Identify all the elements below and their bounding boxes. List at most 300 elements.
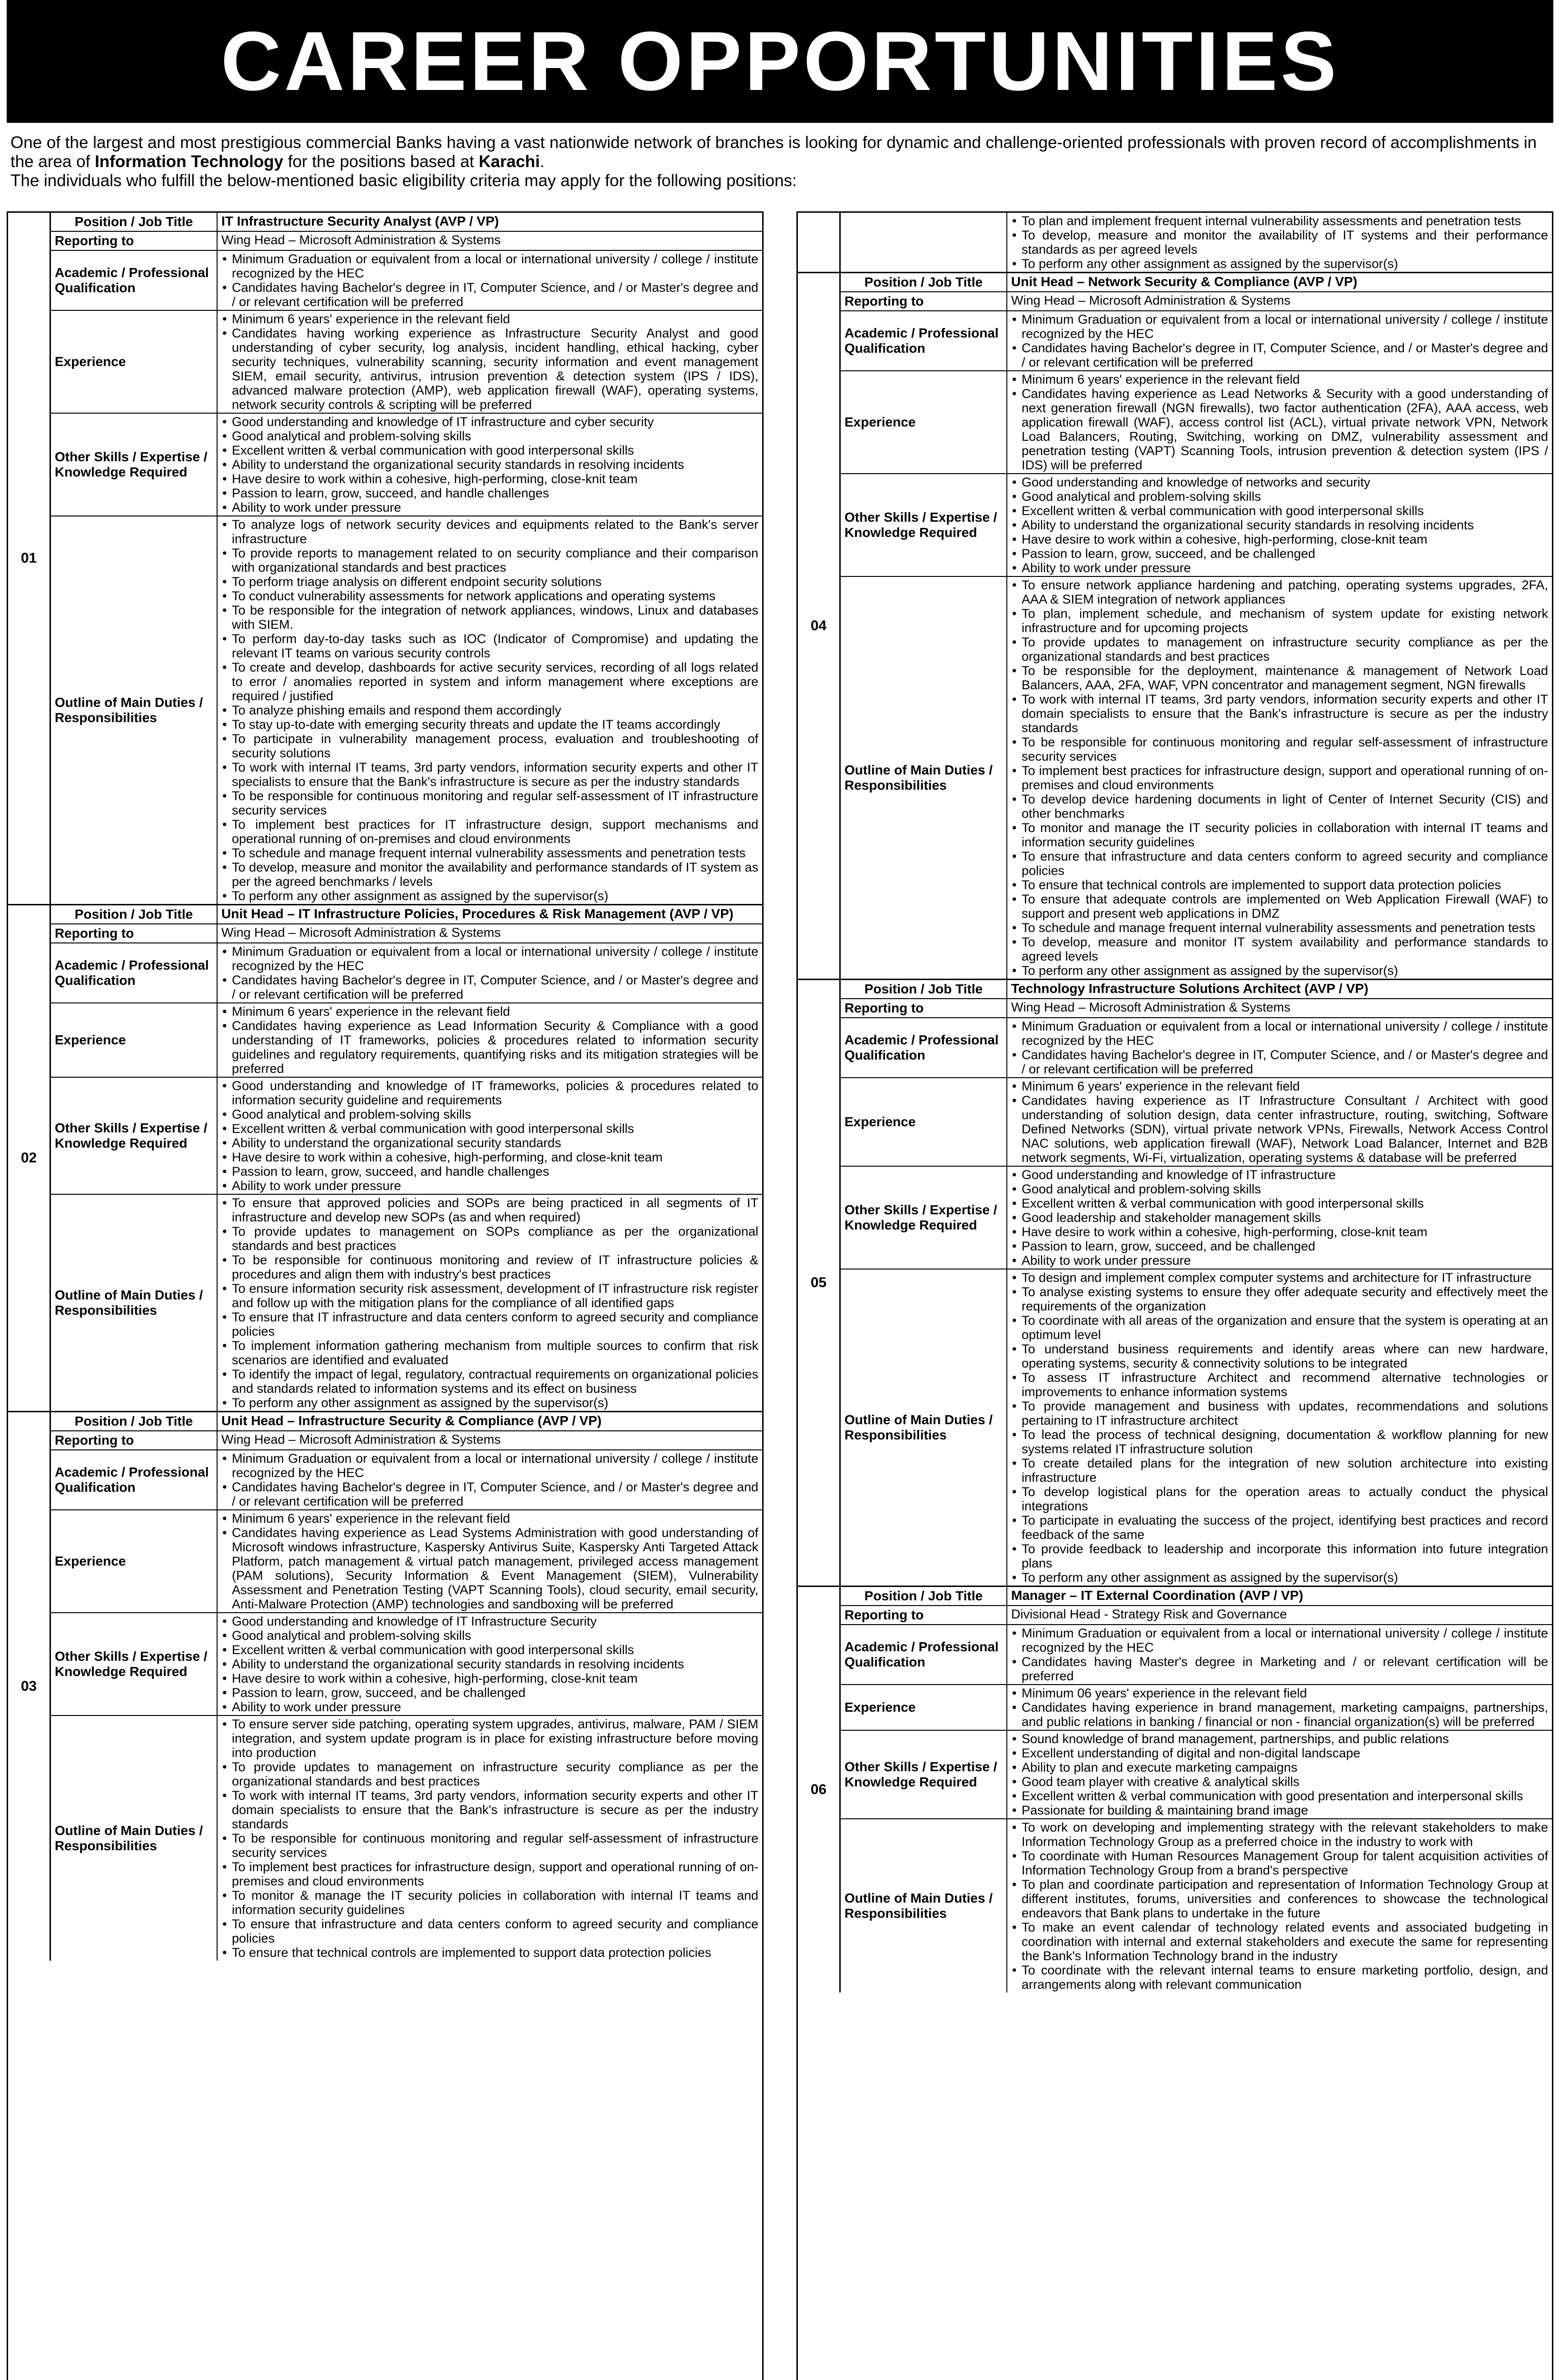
row-skills xyxy=(51,1078,762,1195)
list-item: • Good analytical and problem-solving skills xyxy=(232,429,758,443)
label-qualification: Academic / Professional Qualification xyxy=(841,311,1007,370)
row-qualification xyxy=(51,943,762,1003)
row-duties-continued xyxy=(841,213,1552,272)
list-item: • Good understanding and knowledge of networks and security xyxy=(1022,475,1548,489)
list-item: • Candidates having Bachelor's degree in IT, Computer Science, and / or Master's degree and / or relevant certification will be preferred xyxy=(1022,1048,1548,1076)
list-item: • To analyze phishing emails and respond them accordingly xyxy=(232,703,758,717)
list-item: • Ability to work under pressure xyxy=(1022,561,1548,575)
list-item: • Minimum Graduation or equivalent from a local or international university / college / institute recognized by the HEC xyxy=(1022,1626,1548,1655)
position-number: 01 xyxy=(8,213,51,904)
list-item: • Good analytical and problem-solving skills xyxy=(1022,489,1548,504)
position-rows xyxy=(51,1412,762,1961)
list-item: • To schedule and manage frequent internal vulnerability assessments and penetration tests xyxy=(232,846,758,860)
list-item: • Good understanding and knowledge of IT Infrastructure Security xyxy=(232,1614,758,1628)
list-item: • To provide updates to management on infrastructure security compliance as per the organizational standards and best practices xyxy=(232,1760,758,1788)
list-item: • Have desire to work within a cohesive, high-performing, and close-knit team xyxy=(232,1150,758,1164)
list-item: • To monitor & manage the IT security policies in collaboration with internal IT teams and information security guidelines xyxy=(232,1888,758,1917)
label-position: Position / Job Title xyxy=(51,213,218,231)
list-item: • To assess IT infrastructure Architect and recommend alternative technologies or improvements to enhance information systems xyxy=(1022,1370,1548,1399)
list-item: • To perform triage analysis on different endpoint security solutions xyxy=(232,575,758,589)
list-item: • To create and develop, dashboards for active security services, recording of all logs related to error / anomalies reported in system and inform management where exceptions are required / justified xyxy=(232,660,758,703)
list-item: • Ability to work under pressure xyxy=(232,1179,758,1193)
position-title: Manager – IT External Coordination (AVP / VP) xyxy=(1011,1588,1303,1603)
list-item: • Sound knowledge of brand management, partnerships, and public relations xyxy=(1022,1732,1548,1746)
list-item: • Candidates having Bachelor's degree in IT, Computer Science, and / or Master's degree and / or relevant certification will be preferred xyxy=(232,973,758,1002)
list-item: • Candidates having experience as IT Infrastructure Consultant / Architect with good understanding of solution design, data center infrastructure, routing, switching, Software Defined Networks (SDN), virtual private network VPNs, Firewalls, Network Access Control NAC solutions, web application firewall (WAF), Network Load Balancer, Internet and B2B network segments, Wi-Fi, virtualization, operating systems & database will be preferred xyxy=(1022,1093,1548,1165)
list-item: • To develop logistical plans for the operation areas to actually conduct the physical integrations xyxy=(1022,1485,1548,1513)
experience-list xyxy=(221,312,758,412)
list-item: • To create detailed plans for the integration of new solution architecture into existing infrastructure xyxy=(1022,1456,1548,1485)
list-item: • Have desire to work within a cohesive, high-performing, close-knit team xyxy=(1022,532,1548,546)
list-item: • To analyse existing systems to ensure they offer adequate security and effectively meet the requirements of the organization xyxy=(1022,1285,1548,1313)
experience-cell xyxy=(1007,1078,1552,1166)
list-item: • To coordinate with all areas of the organization and ensure that the system is operating at an optimum level xyxy=(1022,1313,1548,1342)
list-item: • To implement best practices for infrastructure design, support and operational running of on-premises and cloud environments xyxy=(232,1860,758,1888)
list-item: • To ensure information security risk assessment, development of IT infrastructure risk register and follow up with the mitigation plans for the compliance of all identified gaps xyxy=(232,1281,758,1310)
list-item: • Good analytical and problem-solving skills xyxy=(232,1628,758,1643)
list-item: • To plan and coordinate participation and representation of Information Technology Group at different institutes, forums, universities and conferences to showcase the technological endeavors that Bank plans to undertake in the future xyxy=(1022,1877,1548,1920)
label-qualification: Academic / Professional Qualification xyxy=(51,251,218,310)
label-skills: Other Skills / Expertise / Knowledge Required xyxy=(841,1731,1007,1818)
list-item: • Ability to understand the organizational security standards in resolving incidents xyxy=(1022,518,1548,532)
row-position-title xyxy=(51,905,762,924)
experience-list xyxy=(1011,372,1548,472)
row-duties xyxy=(51,516,762,904)
list-item: • To participate in vulnerability management process, evaluation and troubleshooting of security solutions xyxy=(232,732,758,760)
list-item: • To implement best practices for infrastructure design, support and operational running of on-premises and cloud environments xyxy=(1022,764,1548,792)
row-experience xyxy=(51,1510,762,1613)
reporting-to: Wing Head – Microsoft Administration & Systems xyxy=(221,1432,501,1447)
row-skills xyxy=(51,414,762,516)
label-position: Position / Job Title xyxy=(841,273,1007,291)
label-experience: Experience xyxy=(51,1003,218,1077)
positions-columns xyxy=(7,211,1553,2380)
experience-cell xyxy=(1007,1685,1552,1730)
duties-cell xyxy=(1007,213,1552,272)
row-qualification xyxy=(51,1450,762,1510)
skills-cell xyxy=(218,1613,762,1715)
banner-title: CAREER OPPORTUNITIES xyxy=(220,15,1340,108)
row-experience xyxy=(841,371,1552,474)
row-reporting-to xyxy=(51,232,762,251)
experience-list xyxy=(221,1511,758,1611)
duties-cell xyxy=(218,516,762,904)
list-item: • To provide feedback to leadership and incorporate this information into future integration plans xyxy=(1022,1542,1548,1570)
label-qualification: Academic / Professional Qualification xyxy=(841,1625,1007,1684)
label-skills: Other Skills / Expertise / Knowledge Required xyxy=(51,1078,218,1194)
duties-list xyxy=(221,517,758,903)
label-reporting: Reporting to xyxy=(51,924,218,942)
list-item: • Minimum Graduation or equivalent from a local or international university / college / institute recognized by the HEC xyxy=(232,252,758,280)
row-duties xyxy=(841,577,1552,979)
list-item: • To be responsible for continuous monitoring and review of IT infrastructure policies & procedures and align them with industry's best practices xyxy=(232,1253,758,1281)
label-skills: Other Skills / Expertise / Knowledge Required xyxy=(841,1167,1007,1269)
label-experience: Experience xyxy=(841,1685,1007,1730)
row-duties xyxy=(51,1716,762,1961)
row-reporting-to xyxy=(51,1431,762,1450)
list-item: • Excellent written & verbal communication with good interpersonal skills xyxy=(232,1121,758,1136)
list-item: • Candidates having experience as Lead Networks & Security with a good understanding of next generation firewall (NGN firewalls), two factor authentication (2FA), AAA access, web application firewall (WAF), access control list (ACL), virtual private network VPN, Network Load Balancers, Routing, Switching, working on DMZ, vulnerability assessment and penetration testing (VAPT) Scanning Tools, intrusion prevention & detection system (IPS / IDS) will be preferred xyxy=(1022,387,1548,472)
row-position-title xyxy=(51,213,762,232)
row-experience xyxy=(51,1003,762,1078)
list-item: • Passion to learn, grow, succeed, and handle challenges xyxy=(232,1164,758,1179)
row-reporting-to xyxy=(841,292,1552,311)
position-block xyxy=(798,980,1552,1587)
list-item: • To perform any other assignment as assigned by the supervisor(s) xyxy=(1022,963,1548,978)
position-rows xyxy=(51,213,762,904)
intro-text-part: for the positions based at xyxy=(283,152,479,171)
left-column xyxy=(7,211,764,2380)
list-item: • Excellent understanding of digital and non-digital landscape xyxy=(1022,1746,1548,1760)
label-experience: Experience xyxy=(841,371,1007,473)
qualification-list xyxy=(1011,1019,1548,1076)
reporting-to: Wing Head – Microsoft Administration & Systems xyxy=(221,233,501,247)
qualification-list xyxy=(221,944,758,1002)
list-item: • Candidates having experience in brand management, marketing campaigns, partnerships, and public relations in banking / financial or non - financial organization(s) will be preferred xyxy=(1022,1700,1548,1729)
experience-list xyxy=(1011,1686,1548,1729)
reporting-to: Divisional Head - Strategy Risk and Governance xyxy=(1011,1607,1287,1621)
list-item: • To ensure that infrastructure and data centers conform to agreed security and compliance policies xyxy=(1022,849,1548,878)
row-experience xyxy=(841,1685,1552,1731)
qualification-cell xyxy=(218,943,762,1002)
duties-cell xyxy=(1007,1269,1552,1586)
position-title: Unit Head – Network Security & Compliance (AVP / VP) xyxy=(1011,274,1358,289)
position-block xyxy=(798,273,1552,980)
position-rows xyxy=(51,905,762,1411)
label-position: Position / Job Title xyxy=(51,905,218,923)
row-qualification xyxy=(841,1018,1552,1078)
label-experience: Experience xyxy=(841,1078,1007,1166)
list-item: • To plan and implement frequent internal vulnerability assessments and penetration tests xyxy=(1022,214,1548,228)
list-item: • Passion to learn, grow, succeed, and be challenged xyxy=(232,1686,758,1700)
list-item: • To ensure that IT infrastructure and data centers conform to agreed security and compliance policies xyxy=(232,1310,758,1339)
list-item: • Minimum 6 years' experience in the relevant field xyxy=(1022,372,1548,387)
row-experience xyxy=(841,1078,1552,1167)
list-item: • Candidates having experience as Lead Information Security & Compliance with a good understanding of IT frameworks, policies & procedures related to information security guidelines and regulatory requirements, quantifying risks and its mitigation strategies will be preferred xyxy=(232,1019,758,1076)
list-item: • Minimum 6 years' experience in the relevant field xyxy=(232,1511,758,1526)
duties-list xyxy=(1011,214,1548,271)
row-skills xyxy=(51,1613,762,1716)
label-skills: Other Skills / Expertise / Knowledge Required xyxy=(841,474,1007,576)
qualification-list xyxy=(1011,312,1548,369)
label-duties: Outline of Main Duties / Responsibilities xyxy=(51,516,218,904)
label-position: Position / Job Title xyxy=(841,1587,1007,1605)
position-number: 02 xyxy=(8,905,51,1411)
duties-list xyxy=(221,1196,758,1410)
duties-list xyxy=(221,1717,758,1960)
position-rows xyxy=(841,980,1552,1586)
position-block xyxy=(8,905,762,1412)
list-item: • Candidates having Bachelor's degree in IT, Computer Science, and / or Master's degree and / or relevant certification will be preferred xyxy=(1022,341,1548,369)
list-item: • Passion to learn, grow, succeed, and be challenged xyxy=(1022,1239,1548,1253)
skills-cell xyxy=(1007,1167,1552,1269)
position-title: Technology Infrastructure Solutions Architect (AVP / VP) xyxy=(1011,981,1369,996)
list-item: • Ability to understand the organizational security standards xyxy=(232,1136,758,1150)
list-item: • Ability to understand the organizational security standards in resolving incidents xyxy=(232,1657,758,1671)
list-item: • To plan, implement schedule, and mechanism of system update for existing network infrastructure and for upcoming projects xyxy=(1022,606,1548,635)
qualification-cell xyxy=(218,1450,762,1509)
label-qualification: Academic / Professional Qualification xyxy=(51,1450,218,1509)
list-item: • To implement best practices for IT infrastructure design, support mechanisms and operational running of on-premises and cloud environments xyxy=(232,817,758,846)
list-item: • Minimum Graduation or equivalent from a local or international university / college / institute recognized by the HEC xyxy=(1022,1019,1548,1048)
list-item: • Have desire to work within a cohesive, high-performing, close-knit team xyxy=(232,1671,758,1686)
list-item: • Minimum 6 years' experience in the relevant field xyxy=(1022,1079,1548,1093)
label-duties: Outline of Main Duties / Responsibilities xyxy=(841,1819,1007,1993)
qualification-list xyxy=(1011,1626,1548,1683)
skills-list xyxy=(1011,1732,1548,1817)
list-item: • To ensure that approved policies and SOPs are being practiced in all segments of IT infrastructure and develop new SOPs (as and when required) xyxy=(232,1196,758,1224)
list-item: • To ensure that adequate controls are implemented on Web Application Firewall (WAF) to support and present web applications in DMZ xyxy=(1022,892,1548,921)
list-item: • To stay up-to-date with emerging security threats and update the IT teams accordingly xyxy=(232,717,758,732)
position-block xyxy=(798,1587,1552,1993)
qualification-cell xyxy=(1007,1018,1552,1077)
experience-cell xyxy=(218,311,762,413)
label-duties: Outline of Main Duties / Responsibilities xyxy=(51,1195,218,1411)
list-item: • Minimum 6 years' experience in the relevant field xyxy=(232,312,758,326)
row-skills xyxy=(841,1167,1552,1269)
row-skills xyxy=(841,474,1552,577)
row-qualification xyxy=(841,1625,1552,1685)
row-position-title xyxy=(841,273,1552,292)
row-reporting-to xyxy=(841,1606,1552,1625)
skills-list xyxy=(221,1614,758,1714)
list-item: • Candidates having experience as Lead Systems Administration with good understanding of Microsoft windows infrastructure, Kaspersky Antivirus Suite, Kaspersky Anti Targeted Attack Platform, patch management & virtual patch management, privileged access management (PAM solutions), Security Information & Event Management (SIEM), Vulnerability Assessment and Penetration Testing (VAPT Scanning Tools), cloud security, email security, Anti-Malware Protection (AMP) technologies and sandboxing will be preferred xyxy=(232,1526,758,1611)
list-item: • To provide updates to management on SOPs compliance as per the organizational standards and best practices xyxy=(232,1224,758,1253)
label-reporting: Reporting to xyxy=(841,999,1007,1017)
row-position-title xyxy=(841,1587,1552,1606)
list-item: • To be responsible for the integration of network appliances, windows, Linux and databases with SIEM. xyxy=(232,603,758,632)
list-item: • Good leadership and stakeholder management skills xyxy=(1022,1210,1548,1225)
position-block xyxy=(8,213,762,905)
list-item: • To be responsible for continuous monitoring and regular self-assessment of infrastructure security services xyxy=(232,1831,758,1860)
row-duties xyxy=(841,1269,1552,1586)
qualification-list xyxy=(221,1451,758,1508)
list-item: • Good understanding and knowledge of IT infrastructure xyxy=(1022,1168,1548,1182)
position-title: Unit Head – Infrastructure Security & Compliance (AVP / VP) xyxy=(221,1413,602,1428)
skills-list xyxy=(221,415,758,515)
list-item: • To ensure server side patching, operating system upgrades, antivirus, malware, PAM / SIEM integration, and system update program is in place for existing infrastructure before moving into production xyxy=(232,1717,758,1760)
intro-text xyxy=(7,123,1553,190)
list-item: • To be responsible for the deployment, maintenance & management of Network Load Balancers, AAA, 2FA, WAF, VPN concentrator and management segment, NGN firewalls xyxy=(1022,664,1548,692)
list-item: • To perform any other assignment as assigned by the supervisor(s) xyxy=(1022,1570,1548,1585)
list-item: • To ensure that infrastructure and data centers conform to agreed security and compliance policies xyxy=(232,1917,758,1945)
intro-location: Karachi xyxy=(478,152,540,171)
list-item: • To perform any other assignment as assigned by the supervisor(s) xyxy=(232,889,758,903)
experience-list xyxy=(1011,1079,1548,1165)
skills-cell xyxy=(1007,1731,1552,1818)
experience-cell xyxy=(218,1003,762,1077)
label-duties: Outline of Main Duties / Responsibilities xyxy=(841,577,1007,979)
row-qualification xyxy=(841,311,1552,371)
position-title: IT Infrastructure Security Analyst (AVP / VP) xyxy=(221,214,499,228)
position-number: 06 xyxy=(798,1587,841,1993)
list-item: • Candidates having Bachelor's degree in IT, Computer Science, and / or Master's degree and / or relevant certification will be preferred xyxy=(232,280,758,309)
list-item: • Minimum Graduation or equivalent from a local or international university / college / institute recognized by the HEC xyxy=(1022,312,1548,341)
list-item: • Good analytical and problem-solving skills xyxy=(1022,1182,1548,1196)
label-blank xyxy=(841,213,1007,272)
position-number: 05 xyxy=(798,980,841,1586)
duties-list xyxy=(1011,578,1548,978)
label-reporting: Reporting to xyxy=(841,1606,1007,1624)
position-rows xyxy=(841,213,1552,272)
list-item: • To develop device hardening documents in light of Center of Internet Security (CIS) and other benchmarks xyxy=(1022,792,1548,821)
list-item: • Passion to learn, grow, succeed, and be challenged xyxy=(1022,546,1548,561)
list-item: • To monitor and manage the IT security policies in collaboration with internal IT teams and information security guidelines xyxy=(1022,821,1548,849)
list-item: • Excellent written & verbal communication with good interpersonal skills xyxy=(232,443,758,457)
reporting-to: Wing Head – Microsoft Administration & Systems xyxy=(1011,1000,1291,1014)
list-item: • To implement information gathering mechanism from multiple sources to confirm that risk scenarios are identified and evaluated xyxy=(232,1339,758,1367)
list-item: • To coordinate with the relevant internal teams to ensure marketing portfolio, design, and arrangements along with relevant communication xyxy=(1022,1963,1548,1992)
list-item: • Passionate for building & maintaining brand image xyxy=(1022,1803,1548,1817)
list-item: • To ensure that technical controls are implemented to support data protection policies xyxy=(1022,878,1548,892)
reporting-to: Wing Head – Microsoft Administration & Systems xyxy=(1011,293,1291,307)
list-item: • Excellent written & verbal communication with good interpersonal skills xyxy=(1022,1196,1548,1210)
list-item: • To develop, measure and monitor IT system availability and performance standards to agreed levels xyxy=(1022,935,1548,963)
list-item: • Candidates having Bachelor's degree in IT, Computer Science, and / or Master's degree and / or relevant certification will be preferred xyxy=(232,1480,758,1508)
position-block xyxy=(798,213,1552,273)
experience-list xyxy=(221,1004,758,1076)
list-item: • To design and implement complex computer systems and architecture for IT infrastructure xyxy=(1022,1270,1548,1285)
list-item: • To conduct vulnerability assessments for network applications and operating systems xyxy=(232,589,758,603)
list-item: • To work on developing and implementing strategy with the relevant stakeholders to make Information Technology Group as a preferred choice in the industry to work with xyxy=(1022,1820,1548,1849)
list-item: • To work with internal IT teams, 3rd party vendors, information security experts and other IT specialists to ensure that the Bank's infrastructure is secure as per the industry standards xyxy=(232,760,758,789)
label-duties: Outline of Main Duties / Responsibilities xyxy=(841,1269,1007,1586)
intro-field: Information Technology xyxy=(95,152,284,171)
list-item: • To participate in evaluating the success of the project, identifying best practices and record feedback of the same xyxy=(1022,1513,1548,1542)
duties-list xyxy=(1011,1270,1548,1585)
list-item: • To schedule and manage frequent internal vulnerability assessments and penetration tests xyxy=(1022,921,1548,935)
position-number: 04 xyxy=(798,273,841,979)
list-item: • Candidates having Master's degree in Marketing and / or relevant certification will be preferred xyxy=(1022,1655,1548,1683)
list-item: • To ensure that technical controls are implemented to support data protection policies xyxy=(232,1945,758,1960)
list-item: • Have desire to work within a cohesive, high-performing, close-knit team xyxy=(232,472,758,486)
list-item: • Excellent written & verbal communication with good interpersonal skills xyxy=(1022,504,1548,518)
position-block xyxy=(8,1412,762,1961)
experience-cell xyxy=(1007,371,1552,473)
list-item: • To provide management and business with updates, recommendations and solutions pertaining to IT infrastructure architect xyxy=(1022,1399,1548,1428)
list-item: • Good team player with creative & analytical skills xyxy=(1022,1775,1548,1789)
label-position: Position / Job Title xyxy=(51,1412,218,1430)
list-item: • To lead the process of technical designing, documentation & workflow planning for new systems related IT infrastructure solution xyxy=(1022,1428,1548,1456)
list-item: • Minimum 6 years' experience in the relevant field xyxy=(232,1004,758,1019)
list-item: • To provide reports to management related to on security compliance and their comparison with organizational standards and best practices xyxy=(232,546,758,575)
list-item: • To be responsible for continuous monitoring and regular self-assessment of IT infrastructure security services xyxy=(232,789,758,817)
label-reporting: Reporting to xyxy=(841,292,1007,310)
list-item: • To analyze logs of network security devices and equipments related to the Bank's server infrastructure xyxy=(232,517,758,546)
position-number xyxy=(798,213,841,272)
intro-text-part: . xyxy=(540,152,545,171)
list-item: • To identify the impact of legal, regulatory, contractual requirements on organizational policies and standards related to information systems and its effect on business xyxy=(232,1367,758,1396)
list-item: • To provide updates to management on infrastructure security compliance as per the organizational standards and best practices xyxy=(1022,635,1548,664)
banner xyxy=(7,0,1553,123)
list-item: • To perform day-to-day tasks such as IOC (Indicator of Compromise) and updating the relevant IT teams on various security controls xyxy=(232,632,758,660)
list-item: • Excellent written & verbal communication with good presentation and interpersonal skills xyxy=(1022,1789,1548,1803)
row-duties xyxy=(51,1195,762,1411)
qualification-cell xyxy=(1007,1625,1552,1684)
list-item: • Good understanding and knowledge of IT infrastructure and cyber security xyxy=(232,415,758,429)
list-item: • Good analytical and problem-solving skills xyxy=(232,1107,758,1121)
label-qualification: Academic / Professional Qualification xyxy=(841,1018,1007,1077)
label-reporting: Reporting to xyxy=(51,232,218,250)
list-item: • To be responsible for continuous monitoring and regular self-assessment of infrastructure security services xyxy=(1022,735,1548,764)
duties-cell xyxy=(218,1716,762,1961)
row-position-title xyxy=(841,980,1552,999)
label-position: Position / Job Title xyxy=(841,980,1007,998)
duties-cell xyxy=(218,1195,762,1411)
label-experience: Experience xyxy=(51,311,218,413)
row-skills xyxy=(841,1731,1552,1819)
list-item: • To perform any other assignment as assigned by the supervisor(s) xyxy=(232,1396,758,1410)
list-item: • Minimum Graduation or equivalent from a local or international university / college / institute recognized by the HEC xyxy=(232,1451,758,1480)
skills-cell xyxy=(218,414,762,516)
row-position-title xyxy=(51,1412,762,1431)
list-item: • Excellent written & verbal communication with good interpersonal skills xyxy=(232,1643,758,1657)
qualification-list xyxy=(221,252,758,309)
list-item: • To work with internal IT teams, 3rd party vendors, information security experts and other IT domain specialists to ensure that the Bank's infrastructure is secure as per the industry standards xyxy=(232,1788,758,1831)
list-item: • To develop, measure and monitor the availability of IT systems and their performance standards as per agreed levels xyxy=(1022,228,1548,257)
list-item: • To understand business requirements and identify areas where can new hardware, operating systems, security & connectivity solutions to be integrated xyxy=(1022,1342,1548,1370)
right-column xyxy=(796,211,1553,2380)
intro-paragraph xyxy=(10,133,1550,171)
list-item: • Passion to learn, grow, succeed, and handle challenges xyxy=(232,486,758,500)
duties-cell xyxy=(1007,1819,1552,1993)
position-number: 03 xyxy=(8,1412,51,1961)
list-item: • Good understanding and knowledge of IT frameworks, policies & procedures related to information security guideline and requirements xyxy=(232,1079,758,1107)
label-duties: Outline of Main Duties / Responsibilities xyxy=(51,1716,218,1961)
skills-cell xyxy=(1007,474,1552,576)
position-rows xyxy=(841,1587,1552,1993)
row-qualification xyxy=(51,251,762,311)
position-title: Unit Head – IT Infrastructure Policies, Procedures & Risk Management (AVP / VP) xyxy=(221,906,734,921)
duties-list xyxy=(1011,1820,1548,1992)
row-duties xyxy=(841,1819,1552,1993)
label-experience: Experience xyxy=(51,1510,218,1612)
list-item: • Minimum 06 years' experience in the relevant field xyxy=(1022,1686,1548,1700)
label-reporting: Reporting to xyxy=(51,1431,218,1449)
intro-eligibility: The individuals who fulfill the below-mentioned basic eligibility criteria may apply for the following positions: xyxy=(10,171,797,190)
label-qualification: Academic / Professional Qualification xyxy=(51,943,218,1002)
list-item: • To make an event calendar of technology related events and associated budgeting in coordination with internal and external stakeholders and execute the same for representing the Bank's Information Technology brand in the industry xyxy=(1022,1920,1548,1963)
list-item: • To ensure network appliance hardening and patching, operating systems upgrades, 2FA, AAA & SIEM integration of network appliances xyxy=(1022,578,1548,606)
skills-cell xyxy=(218,1078,762,1194)
experience-cell xyxy=(218,1510,762,1612)
duties-cell xyxy=(1007,577,1552,979)
reporting-to: Wing Head – Microsoft Administration & Systems xyxy=(221,925,501,940)
list-item: • Ability to work under pressure xyxy=(1022,1253,1548,1268)
list-item: • To coordinate with Human Resources Management Group for talent acquisition activities of Information Technology Group from a brand's perspective xyxy=(1022,1849,1548,1877)
label-skills: Other Skills / Expertise / Knowledge Required xyxy=(51,414,218,516)
list-item: • To work with internal IT teams, 3rd party vendors, information security experts and other IT domain specialists to ensure that the Bank's infrastructure is secure as per the industry standards xyxy=(1022,692,1548,735)
list-item: • Ability to work under pressure xyxy=(232,1700,758,1714)
skills-list xyxy=(1011,475,1548,575)
qualification-cell xyxy=(218,251,762,310)
list-item: • Ability to plan and execute marketing campaigns xyxy=(1022,1760,1548,1775)
list-item: • Candidates having working experience as Infrastructure Security Analyst and good understanding of cyber security, log analysis, incident handling, ethical hacking, cyber security techniques, vulnerability scanning, security information and event management SIEM, email security, antivirus, intrusion prevention & detection system (IPS / IDS), advanced malware protection (AMP), web application firewall (WAF), operating systems, network security controls & scripting will be preferred xyxy=(232,326,758,412)
row-experience xyxy=(51,311,762,414)
list-item: • Ability to work under pressure xyxy=(232,500,758,515)
intro-text-part: One of the largest and most prestigious commercial Banks having a vast nationwide network of branches is looking for dynamic and challenge-oriented professionals with proven record of accomplishments in the area of xyxy=(10,133,1537,171)
skills-list xyxy=(1011,1168,1548,1268)
label-skills: Other Skills / Expertise / Knowledge Required xyxy=(51,1613,218,1715)
qualification-cell xyxy=(1007,311,1552,370)
list-item: • Ability to understand the organizational security standards in resolving incidents xyxy=(232,457,758,472)
row-reporting-to xyxy=(51,924,762,943)
list-item: • Have desire to work within a cohesive, high-performing, close-knit team xyxy=(1022,1225,1548,1239)
row-reporting-to xyxy=(841,999,1552,1018)
list-item: • To develop, measure and monitor the availability and performance standards of IT system as per the agreed benchmarks / levels xyxy=(232,860,758,889)
list-item: • To perform any other assignment as assigned by the supervisor(s) xyxy=(1022,257,1548,271)
skills-list xyxy=(221,1079,758,1193)
